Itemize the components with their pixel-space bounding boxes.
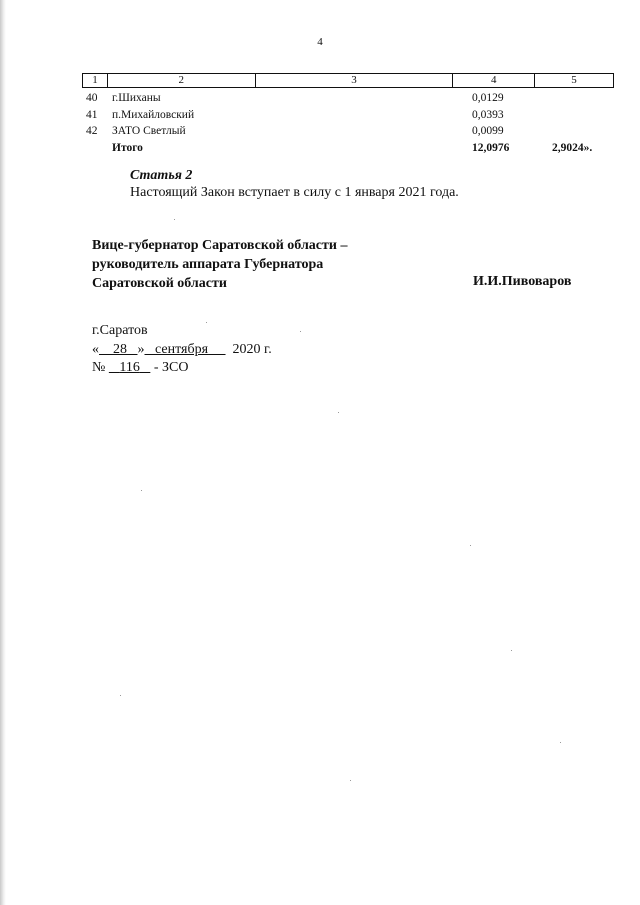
row-number: 42 (86, 125, 98, 137)
row-value-col4: 0,0393 (472, 108, 504, 121)
row-value-col4: 0,0129 (472, 92, 504, 104)
table-header-cell: 1 (83, 74, 108, 88)
row-name: п.Михайловский (112, 108, 195, 121)
table-row (82, 90, 614, 107)
row-name: г.Шиханы (112, 92, 161, 104)
place-of-signing: г.Саратов (92, 323, 148, 338)
number-sign: № (92, 360, 106, 375)
total-value-col5: 2,9024». (552, 141, 593, 154)
scan-edge (0, 0, 6, 905)
signatory-position-line: Вице-губернатор Саратовской области – (92, 238, 348, 253)
row-number: 40 (86, 92, 98, 104)
law-number-suffix: - ЗСО (153, 360, 189, 375)
table-row (82, 107, 614, 124)
table-header-cell: 5 (535, 74, 614, 88)
article-title: Статья 2 (130, 168, 193, 183)
signatory-name: И.И.Пивоваров (473, 274, 572, 289)
total-value-col4: 12,0976 (472, 141, 510, 154)
page-number: 4 (317, 36, 323, 48)
row-name: ЗАТО Светлый (112, 125, 186, 137)
table-header-cell: 4 (453, 74, 535, 88)
signatory-position-line: руководитель аппарата Губернатора (92, 257, 324, 272)
law-number: 116 (119, 360, 140, 375)
table-header-cell: 2 (107, 74, 255, 88)
date-year: 2020 г. (232, 342, 272, 357)
total-label: Итого (112, 141, 143, 154)
table-header (82, 73, 614, 88)
date-day: 28 (113, 342, 127, 357)
law-number-line (92, 360, 188, 376)
date-open-quote: « (92, 342, 99, 357)
date-close-quote: » (137, 342, 145, 357)
date-line (92, 342, 272, 358)
article-text: Настоящий Закон вступает в силу с 1 января 2021 года. (130, 185, 459, 200)
table-header-cell: 3 (255, 74, 453, 88)
table-row (82, 123, 614, 140)
signatory-position (92, 236, 347, 293)
signatory-position-line: Саратовской области (92, 276, 227, 291)
table-total-row (82, 140, 614, 157)
date-month: сентября (155, 342, 209, 357)
row-value-col4: 0,0099 (472, 125, 504, 137)
table-body (82, 90, 614, 156)
row-number: 41 (86, 108, 98, 121)
